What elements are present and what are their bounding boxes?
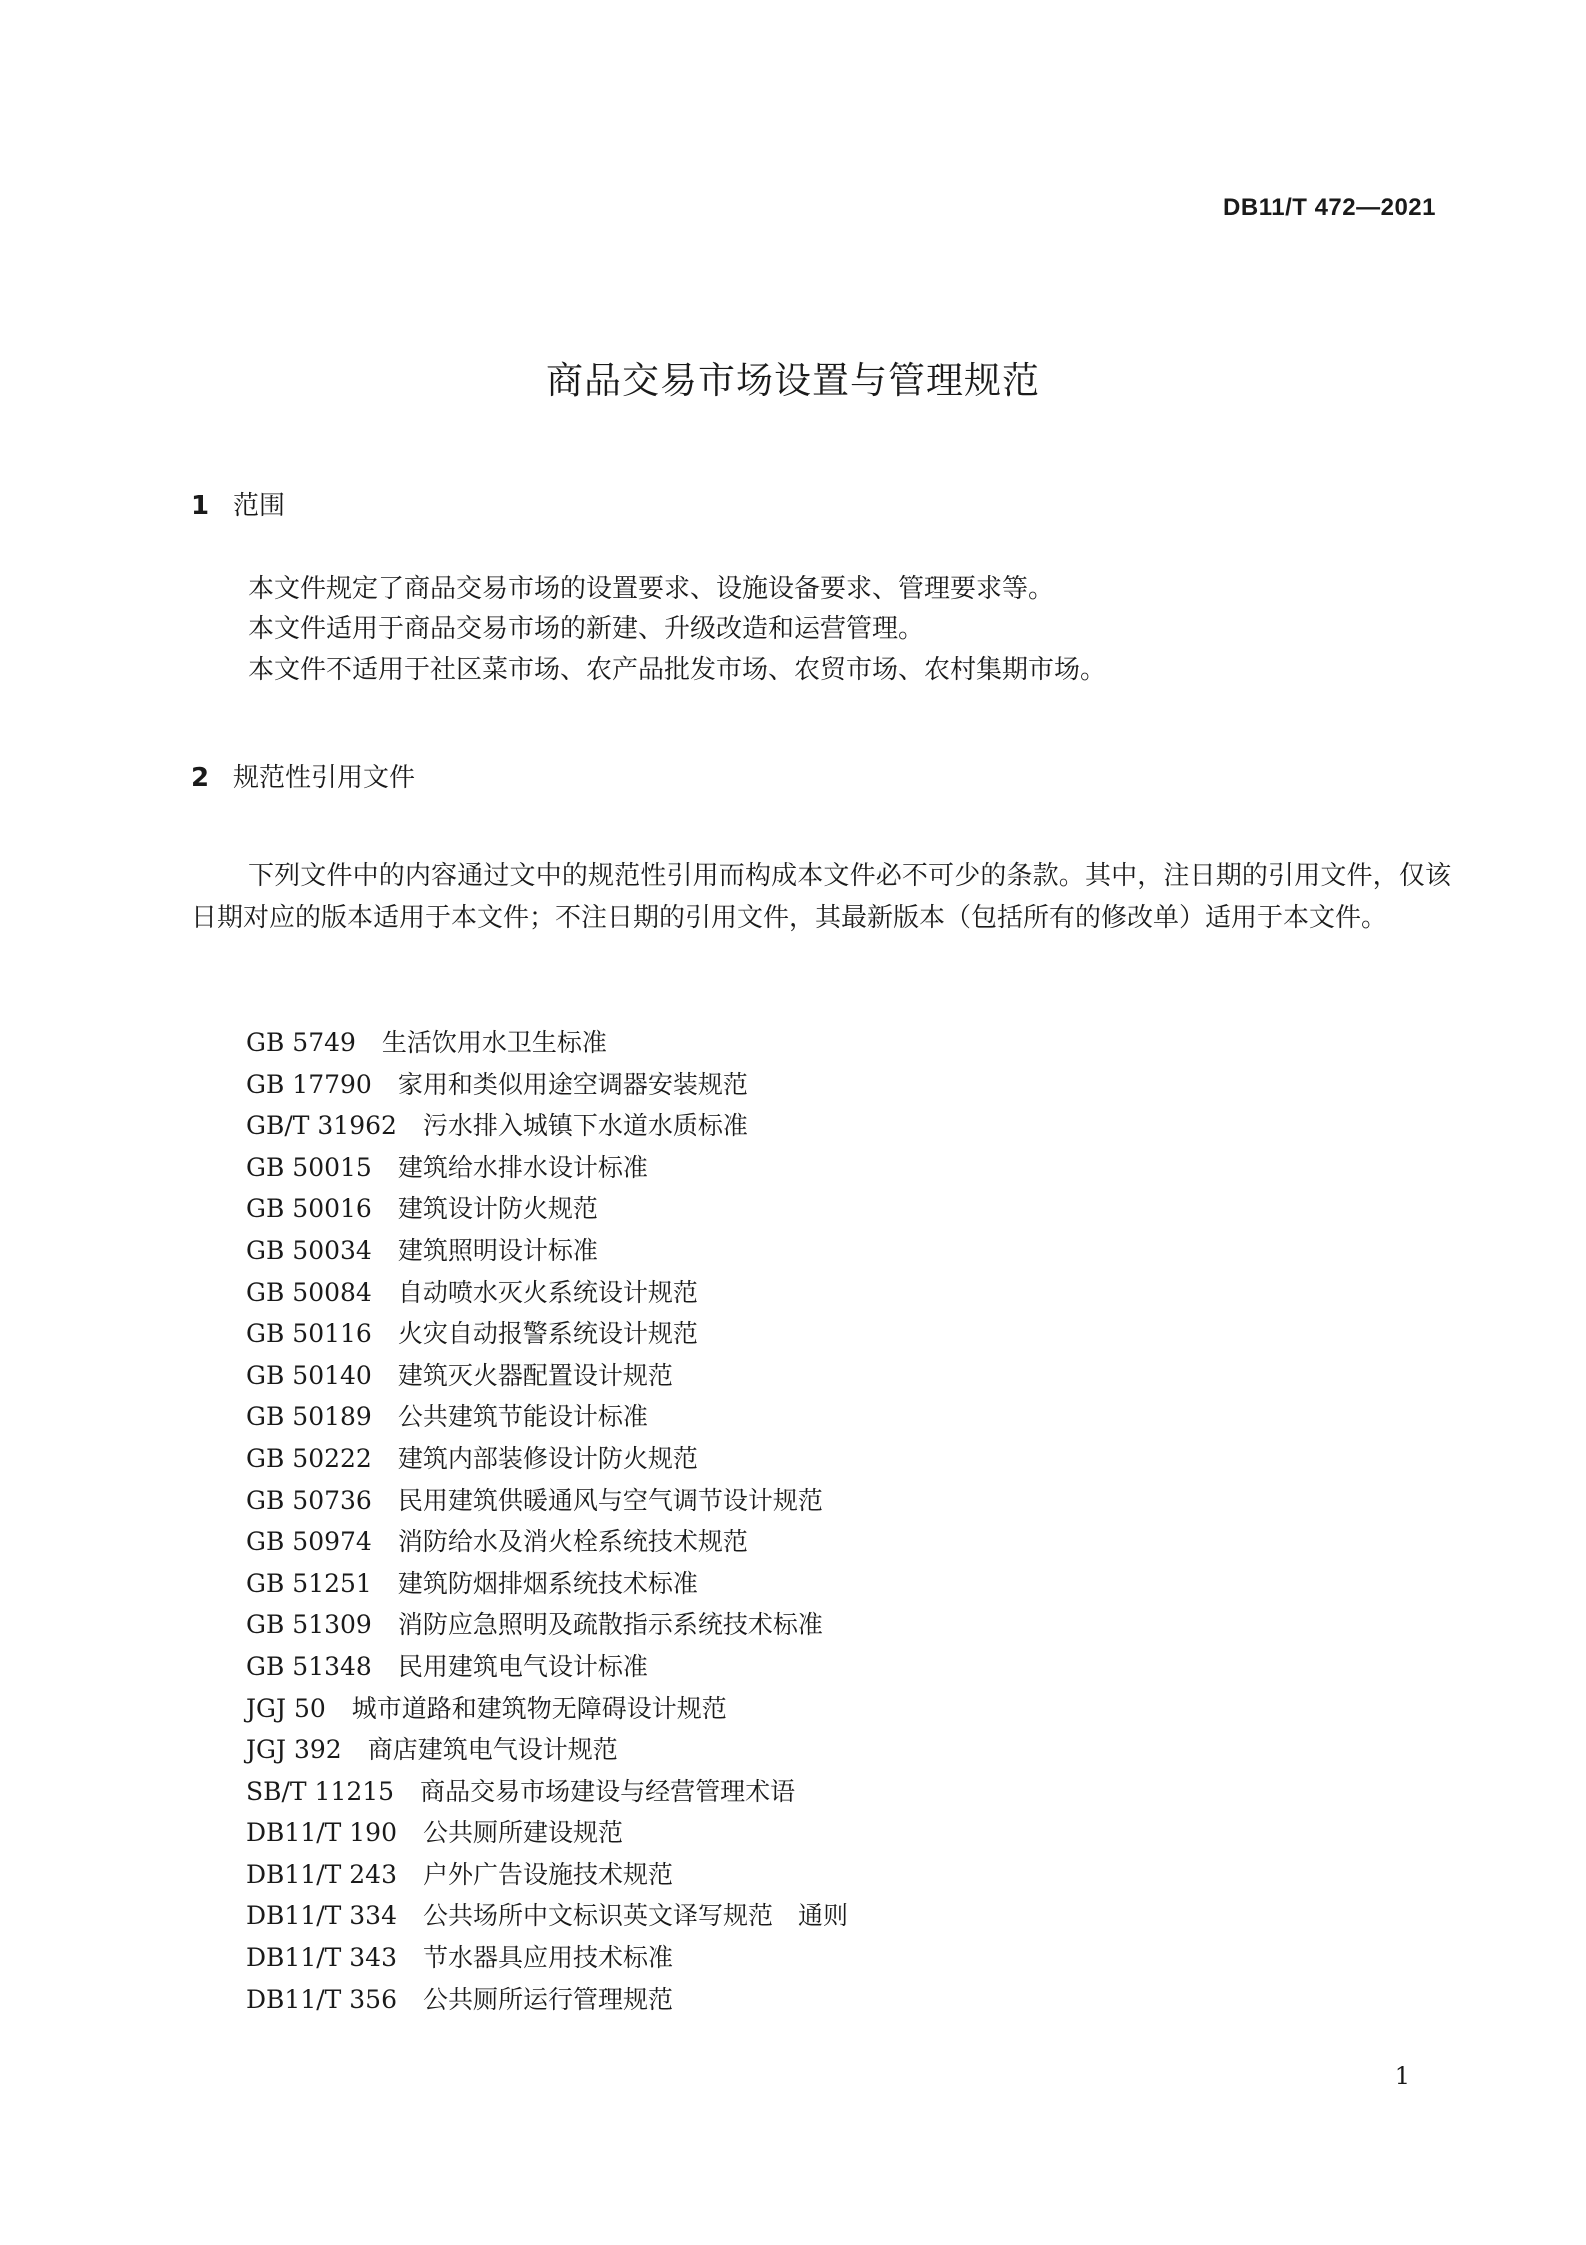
reference-title: 民用建筑供暖通风与空气调节设计规范	[397, 1485, 823, 1515]
references-intro-paragraph: 下列文件中的内容通过文中的规范性引用而构成本文件必不可少的条款。其中，注日期的引用文件，仅该日期对应的版本适用于本文件；不注日期的引用文件，其最新版本（包括所有的修改单）适用于本文件。	[191, 861, 1451, 933]
reference-item	[246, 1812, 848, 1854]
reference-code: GB 50016	[246, 1194, 372, 1224]
reference-code: GB 50015	[246, 1152, 372, 1182]
reference-title: 商品交易市场建设与经营管理术语	[420, 1776, 796, 1806]
reference-title: 户外广告设施技术规范	[423, 1859, 674, 1889]
reference-title: 消防给水及消火栓系统技术规范	[397, 1527, 748, 1557]
reference-title: 建筑设计防火规范	[397, 1194, 598, 1224]
reference-code: DB11/T 343	[246, 1943, 397, 1973]
reference-item	[246, 1979, 848, 2021]
section-number: 1	[191, 491, 210, 521]
reference-code: GB 51348	[246, 1651, 372, 1681]
reference-title: 公共建筑节能设计标准	[397, 1402, 648, 1432]
reference-code: JGJ 392	[246, 1735, 342, 1765]
section-title: 规范性引用文件	[233, 763, 416, 793]
reference-item	[246, 1604, 848, 1646]
document-title: 商品交易市场设置与管理规范	[546, 359, 1040, 402]
reference-title: 建筑给水排水设计标准	[397, 1152, 648, 1182]
reference-item	[246, 1313, 848, 1355]
reference-code: GB 50189	[246, 1402, 372, 1432]
reference-title: 家用和类似用途空调器安装规范	[397, 1069, 748, 1099]
reference-code: GB 50084	[246, 1277, 372, 1307]
reference-title: 建筑内部装修设计防火规范	[397, 1443, 698, 1473]
reference-item	[246, 1022, 848, 1064]
reference-item	[246, 1396, 848, 1438]
reference-code: DB11/T 243	[246, 1859, 397, 1889]
section-heading-normative-references	[191, 757, 415, 794]
reference-code: GB 17790	[246, 1069, 372, 1099]
reference-title: 建筑灭火器配置设计规范	[397, 1360, 673, 1390]
reference-code: GB 51309	[246, 1610, 372, 1640]
reference-item	[246, 1646, 848, 1688]
reference-title: 污水排入城镇下水道水质标准	[422, 1111, 748, 1141]
scope-paragraph: 本文件适用于商品交易市场的新建、升级改造和运营管理。	[248, 614, 925, 644]
reference-code: DB11/T 356	[246, 1984, 397, 2014]
reference-code: GB 50034	[246, 1235, 372, 1265]
reference-item	[246, 1188, 848, 1230]
reference-title: 节水器具应用技术标准	[423, 1943, 674, 1973]
reference-title: 生活饮用水卫生标准	[381, 1028, 607, 1057]
reference-code: GB/T 31962	[246, 1111, 397, 1141]
reference-item	[246, 1854, 848, 1896]
reference-item	[246, 1563, 848, 1605]
reference-code: DB11/T 334	[246, 1901, 397, 1931]
reference-code: GB 50222	[246, 1443, 372, 1473]
reference-title: 建筑防烟排烟系统技术标准	[397, 1568, 698, 1598]
reference-title: 民用建筑电气设计标准	[397, 1651, 648, 1681]
reference-item	[246, 1688, 848, 1730]
reference-code: GB 50974	[246, 1527, 372, 1557]
reference-item	[246, 1438, 848, 1480]
reference-item	[246, 1729, 848, 1771]
reference-code: JGJ 50	[246, 1693, 326, 1723]
reference-title: 公共厕所运行管理规范	[423, 1984, 674, 2014]
reference-item	[246, 1480, 848, 1522]
reference-item	[246, 1105, 848, 1147]
reference-title: 火灾自动报警系统设计规范	[397, 1319, 698, 1349]
reference-title: 城市道路和建筑物无障碍设计规范	[351, 1693, 727, 1723]
reference-code: GB 51251	[246, 1568, 372, 1598]
reference-code: GB 50736	[246, 1485, 372, 1515]
reference-item	[246, 1895, 848, 1937]
reference-code: DB11/T 190	[246, 1818, 397, 1848]
reference-item	[246, 1771, 848, 1813]
reference-item	[246, 1147, 848, 1189]
reference-item	[246, 1521, 848, 1563]
reference-item	[246, 1064, 848, 1106]
section-number: 2	[191, 763, 210, 793]
reference-item	[246, 1272, 848, 1314]
reference-code: GB 50116	[246, 1319, 372, 1349]
reference-item	[246, 1355, 848, 1397]
reference-title: 公共场所中文标识英文译写规范 通则	[423, 1901, 849, 1931]
reference-title: 公共厕所建设规范	[423, 1818, 624, 1848]
reference-code: SB/T 11215	[246, 1776, 395, 1806]
page-number: 1	[1394, 2062, 1410, 2090]
scope-paragraph: 本文件不适用于社区菜市场、农产品批发市场、农贸市场、农村集期市场。	[248, 655, 1107, 685]
reference-item	[246, 1230, 848, 1272]
reference-title: 商店建筑电气设计规范	[367, 1735, 618, 1765]
reference-title: 消防应急照明及疏散指示系统技术标准	[397, 1610, 823, 1640]
section-heading-scope	[191, 485, 285, 522]
reference-list	[246, 1022, 848, 2020]
scope-paragraph: 本文件规定了商品交易市场的设置要求、设施设备要求、管理要求等。	[248, 574, 1055, 604]
reference-title: 建筑照明设计标准	[397, 1235, 598, 1265]
section-title: 范围	[233, 491, 286, 521]
reference-title: 自动喷水灭火系统设计规范	[397, 1277, 698, 1307]
reference-code: GB 5749	[246, 1028, 356, 1057]
reference-item	[246, 1937, 848, 1979]
document-code: DB11/T 472—2021	[1223, 194, 1436, 221]
reference-code: GB 50140	[246, 1360, 372, 1390]
